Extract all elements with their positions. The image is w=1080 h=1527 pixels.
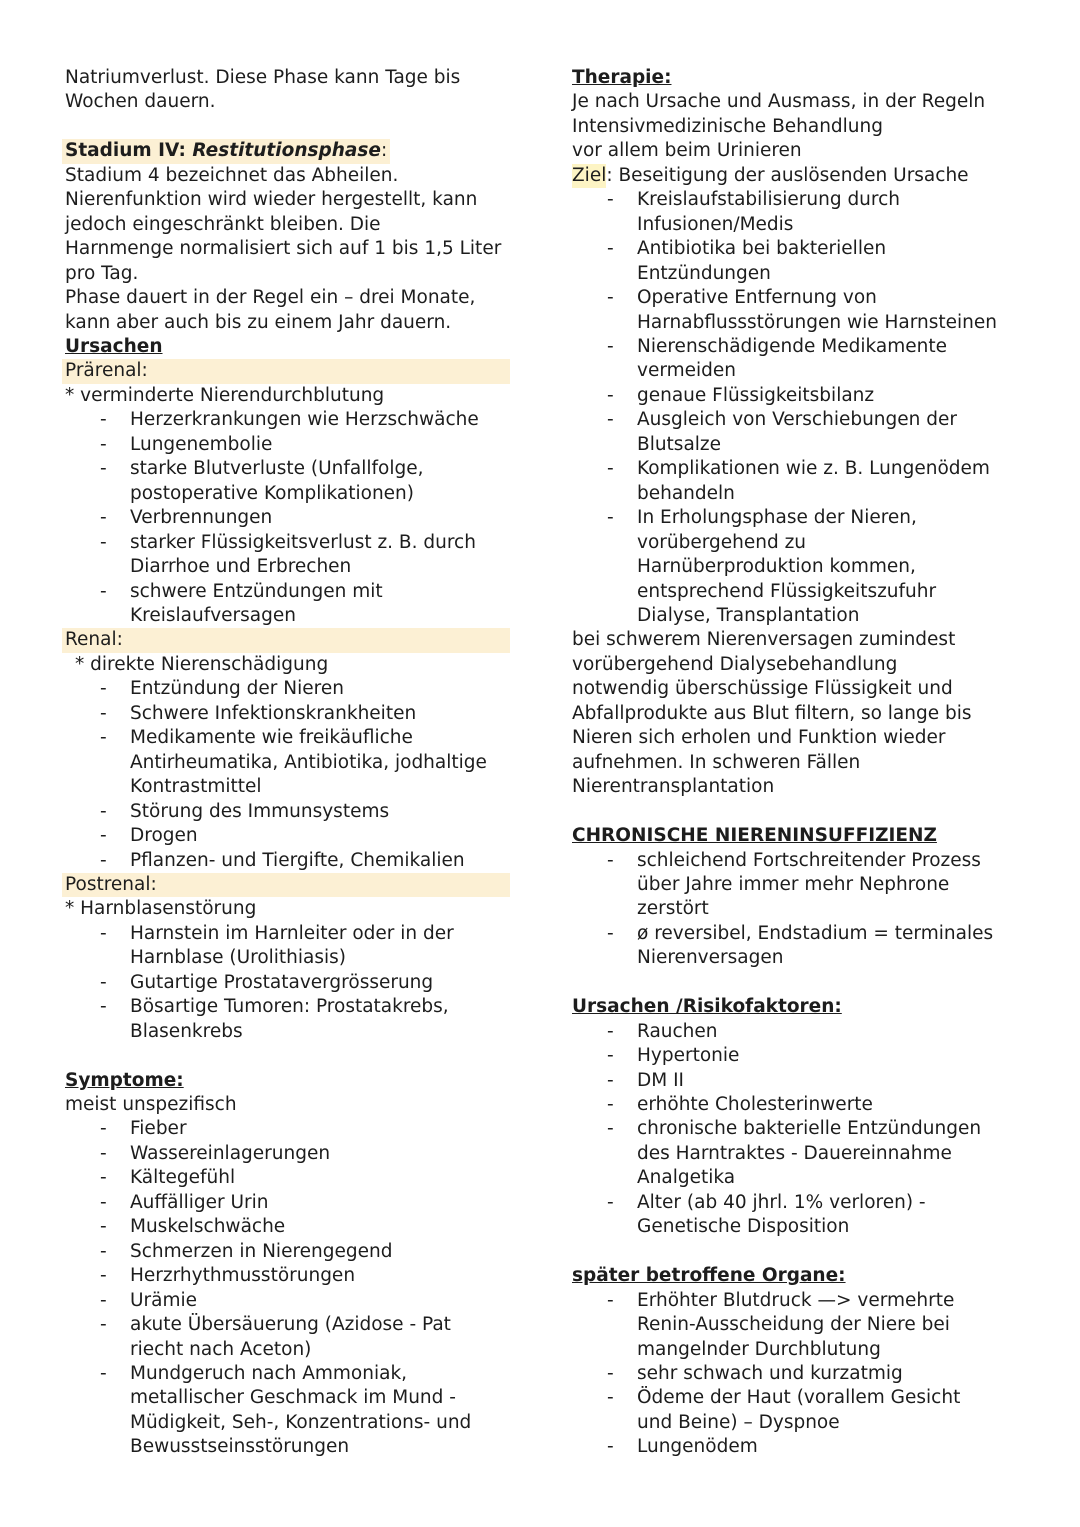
list-item-text: Gutartige Prostatavergrösserung: [130, 971, 434, 993]
list-item-text: Hypertonie: [637, 1045, 740, 1067]
bullet-dash: -: [607, 922, 614, 944]
list-item: [65, 922, 513, 971]
list-item: [572, 1117, 1032, 1190]
bullet-dash: -: [100, 458, 107, 480]
list-item-text: Ödeme der Haut (vorallem Gesicht und Beine) – Dyspnoe: [637, 1387, 961, 1433]
list-item-text: Herzerkrankungen wie Herzschwäche: [130, 409, 479, 431]
bullet-dash: -: [607, 287, 614, 309]
list-item: [572, 1191, 1032, 1240]
ziel-label: Ziel: [572, 164, 606, 188]
bullet-dash: -: [607, 1069, 614, 1091]
bullet-dash: -: [100, 971, 107, 993]
bullet-dash: -: [100, 922, 107, 944]
list-item: [572, 1289, 1032, 1362]
list-item-text: Kältegefühl: [130, 1167, 236, 1189]
list-item: [65, 1264, 513, 1288]
list-item-text: starker Flüssigkeitsverlust z. B. durch Diarrhoe und Erbrechen: [130, 531, 476, 578]
list-item-text: starke Blutverluste (Unfallfolge, postoperative Komplikationen): [130, 458, 424, 504]
bullet-dash: -: [100, 507, 107, 529]
list-item-text: sehr schwach und kurzatmig: [637, 1363, 903, 1385]
chronisch-heading: CHRONISCHE NIERENINSUFFIZIENZ: [572, 825, 937, 847]
right-column: [572, 66, 1032, 1460]
bullet-dash: -: [100, 1167, 107, 1189]
list-item: [65, 726, 513, 799]
bullet-dash: -: [100, 531, 107, 553]
bullet-dash: -: [607, 1045, 614, 1067]
dialyse-text: bei schwerem Nierenversagen zumindest vorübergehend Dialysebehandlung notwendig überschüssige Flüssigkeit und Abfallprodukte aus Blut filtern, so lange bis Nieren sich erholen und Funktion wieder aufnehmen. In schweren Fällen Nierentransplantation: [572, 629, 972, 798]
list-item-text: Ausgleich von Verschiebungen der Blutsalze: [637, 409, 957, 455]
bullet-dash: -: [100, 409, 107, 431]
list-item: [65, 824, 513, 848]
ziel-line: [572, 164, 1032, 188]
list-item-text: Schmerzen in Nierengegend: [130, 1240, 393, 1262]
stadium-iv-name: Restitutionsphase: [192, 140, 381, 162]
stadium-iv-colon: :: [380, 140, 388, 162]
list-item-text: Harnstein im Harnleiter oder in der Harnblase (Urolithiasis): [130, 922, 454, 969]
list-item: [572, 1435, 1032, 1459]
bullet-dash: -: [607, 1436, 614, 1458]
list-item: [572, 1069, 1032, 1093]
bullet-dash: -: [100, 1289, 107, 1311]
spacer: [65, 115, 513, 139]
spacer: [572, 1240, 1032, 1264]
bullet-dash: -: [100, 727, 107, 749]
list-item: [572, 188, 1032, 237]
list-item: [65, 531, 513, 580]
bullet-dash: -: [607, 849, 614, 871]
bullet-dash: -: [607, 1020, 614, 1042]
praerenal-label: Prärenal:: [62, 359, 510, 383]
list-item: [572, 237, 1032, 286]
list-item: [65, 433, 513, 457]
therapie-heading: Therapie:: [572, 67, 672, 88]
bullet-dash: -: [100, 678, 107, 700]
bullet-dash: -: [100, 1191, 107, 1213]
list-item-text: Wassereinlagerungen: [130, 1142, 331, 1164]
bullet-dash: -: [607, 1289, 614, 1311]
list-item: [572, 286, 1032, 335]
list-item: [65, 849, 513, 873]
list-item-text: ø reversibel, Endstadium = terminales Nierenversagen: [637, 922, 994, 969]
list-item: [572, 335, 1032, 384]
list-item-text: Pflanzen- und Tiergifte, Chemikalien: [130, 849, 465, 871]
list-item: [65, 506, 513, 530]
list-item-text: Störung des Immunsystems: [130, 800, 390, 822]
list-item: [572, 1044, 1032, 1068]
bullet-dash: -: [100, 702, 107, 724]
bullet-dash: -: [607, 458, 614, 480]
list-item-text: In Erholungsphase der Nieren, vorübergehend zu Harnüberproduktion kommen, entsprechend Flüssigkeitszufuhr Dialyse, Transplantation: [637, 507, 937, 626]
bullet-dash: -: [100, 1142, 107, 1164]
list-item-text: Verbrennungen: [130, 507, 273, 529]
list-item-text: Urämie: [130, 1289, 198, 1311]
list-item: [65, 1215, 513, 1239]
list-item-text: Lungenembolie: [130, 433, 273, 455]
ursachen-heading: Ursachen: [65, 335, 163, 357]
list-item: [65, 457, 513, 506]
bullet-dash: -: [100, 849, 107, 871]
list-item: [65, 1289, 513, 1313]
list-item: [65, 677, 513, 701]
bullet-dash: -: [607, 238, 614, 260]
list-item: [572, 849, 1032, 922]
list-item-text: Alter (ab 40 jhrl. 1% verloren) - Genetische Disposition: [637, 1191, 926, 1238]
bullet-dash: -: [100, 1240, 107, 1262]
symptome-heading: Symptome:: [65, 1069, 184, 1091]
left-column: [65, 66, 513, 1460]
list-item-text: Auffälliger Urin: [130, 1191, 269, 1213]
renal-label: Renal:: [62, 628, 510, 652]
list-item: [65, 1191, 513, 1215]
risiko-heading: Ursachen /Risikofaktoren:: [572, 996, 842, 1018]
bullet-dash: -: [100, 1118, 107, 1140]
list-item: [572, 1362, 1032, 1386]
stadium-iv-heading: [65, 139, 513, 163]
bullet-dash: -: [607, 1118, 614, 1140]
list-item: [572, 922, 1032, 971]
bullet-dash: -: [100, 800, 107, 822]
bullet-dash: -: [100, 433, 107, 455]
list-item: [65, 408, 513, 432]
bullet-dash: -: [607, 1191, 614, 1213]
bullet-dash: -: [100, 996, 107, 1018]
bullet-dash: -: [607, 1094, 614, 1116]
bullet-dash: -: [100, 1314, 107, 1336]
symptome-intro: meist unspezifisch: [65, 1094, 237, 1116]
postrenal-label: Postrenal:: [62, 873, 510, 897]
bullet-dash: -: [100, 1363, 107, 1385]
intro-text: Natriumverlust. Diese Phase kann Tage bis Wochen dauern.: [65, 67, 461, 113]
list-item-text: Kreislaufstabilisierung durch Infusionen/Medis: [637, 189, 901, 235]
list-item-text: Mundgeruch nach Ammoniak, metallischer Geschmack im Mund - Müdigkeit, Seh-, Konzentrations- und Bewusstseinsstörungen: [130, 1363, 472, 1458]
list-item-text: Herzrhythmusstörungen: [130, 1265, 356, 1287]
list-item-text: Antibiotika bei bakteriellen Entzündungen: [637, 238, 887, 284]
list-item-text: Schwere Infektionskrankheiten: [130, 702, 417, 724]
list-item: [65, 1142, 513, 1166]
therapie-text: Je nach Ursache und Ausmass, in der Regeln Intensivmedizinische Behandlung vor allem beim Urinieren: [572, 91, 986, 162]
list-item-text: chronische bakterielle Entzündungen des Harntraktes - Dauereinnahme Analgetika: [637, 1118, 982, 1189]
list-item: [572, 457, 1032, 506]
list-item: [65, 1240, 513, 1264]
list-item: [572, 1020, 1032, 1044]
stadium-iv-text: Stadium 4 bezeichnet das Abheilen. Nierenfunktion wird wieder hergestellt, kann jedoch eingeschränkt bleiben. Die Harnmenge normalisiert sich auf 1 bis 1,5 Liter pro Tag. Phase dauert in der Regel ein – drei Monate, kann aber auch bis zu einem Jahr dauern.: [65, 164, 502, 333]
list-item-text: Operative Entfernung von Harnabflussstörungen wie Harnsteinen: [637, 287, 998, 333]
bullet-dash: -: [607, 189, 614, 211]
list-item-text: Komplikationen wie z. B. Lungenödem behandeln: [637, 458, 990, 504]
list-item: [572, 384, 1032, 408]
bullet-dash: -: [100, 580, 107, 602]
list-item-text: Erhöhter Blutdruck —> vermehrte Renin-Ausscheidung der Niere bei mangelnder Durchblutung: [637, 1289, 955, 1360]
bullet-dash: -: [607, 409, 614, 431]
bullet-dash: -: [607, 384, 614, 406]
bullet-dash: -: [100, 1265, 107, 1287]
list-item-text: Bösartige Tumoren: Prostatakrebs, Blasenkrebs: [130, 996, 449, 1042]
bullet-dash: -: [607, 507, 614, 529]
spacer: [65, 1044, 513, 1068]
list-item-text: erhöhte Cholesterinwerte: [637, 1094, 873, 1116]
list-item: [65, 1313, 513, 1362]
list-item-text: Drogen: [130, 825, 198, 847]
postrenal-cause: * Harnblasenstörung: [65, 898, 257, 920]
stadium-iv-label: Stadium IV:: [65, 140, 193, 162]
list-item-text: Lungenödem: [637, 1436, 758, 1458]
list-item-text: Entzündung der Nieren: [130, 678, 344, 700]
bullet-dash: -: [100, 1216, 107, 1238]
list-item-text: schwere Entzündungen mit Kreislaufversagen: [130, 580, 383, 626]
list-item: [572, 408, 1032, 457]
list-item-text: akute Übersäuerung (Azidose - Pat riecht nach Aceton): [130, 1314, 451, 1360]
list-item-text: schleichend Fortschreitender Prozess über Jahre immer mehr Nephrone zerstört: [637, 849, 981, 920]
list-item-text: Muskelschwäche: [130, 1216, 286, 1238]
list-item: [65, 1166, 513, 1190]
list-item: [65, 580, 513, 629]
list-item-text: DM II: [637, 1069, 684, 1091]
organe-heading: später betroffene Organe:: [572, 1265, 846, 1287]
list-item: [65, 1117, 513, 1141]
bullet-dash: -: [100, 825, 107, 847]
list-item: [65, 800, 513, 824]
list-item: [65, 1362, 513, 1460]
list-item: [572, 1093, 1032, 1117]
list-item: [572, 506, 1032, 628]
ziel-text: : Beseitigung der auslösenden Ursache: [606, 164, 969, 186]
list-item-text: genaue Flüssigkeitsbilanz: [637, 384, 875, 406]
praerenal-cause: * verminderte Nierendurchblutung: [65, 384, 385, 406]
spacer: [572, 971, 1032, 995]
list-item: [65, 702, 513, 726]
bullet-dash: -: [607, 335, 614, 357]
list-item-text: Medikamente wie freikäufliche Antirheumatika, Antibiotika, jodhaltige Kontrastmittel: [130, 727, 487, 798]
list-item-text: Nierenschädigende Medikamente vermeiden: [637, 335, 947, 382]
spacer: [572, 800, 1032, 824]
list-item: [572, 1386, 1032, 1435]
renal-cause: * direkte Nierenschädigung: [75, 653, 329, 675]
list-item: [65, 971, 513, 995]
list-item: [65, 995, 513, 1044]
bullet-dash: -: [607, 1363, 614, 1385]
stadium-iv-highlight: [62, 139, 390, 163]
list-item-text: Rauchen: [637, 1020, 718, 1042]
bullet-dash: -: [607, 1387, 614, 1409]
list-item-text: Fieber: [130, 1118, 187, 1140]
